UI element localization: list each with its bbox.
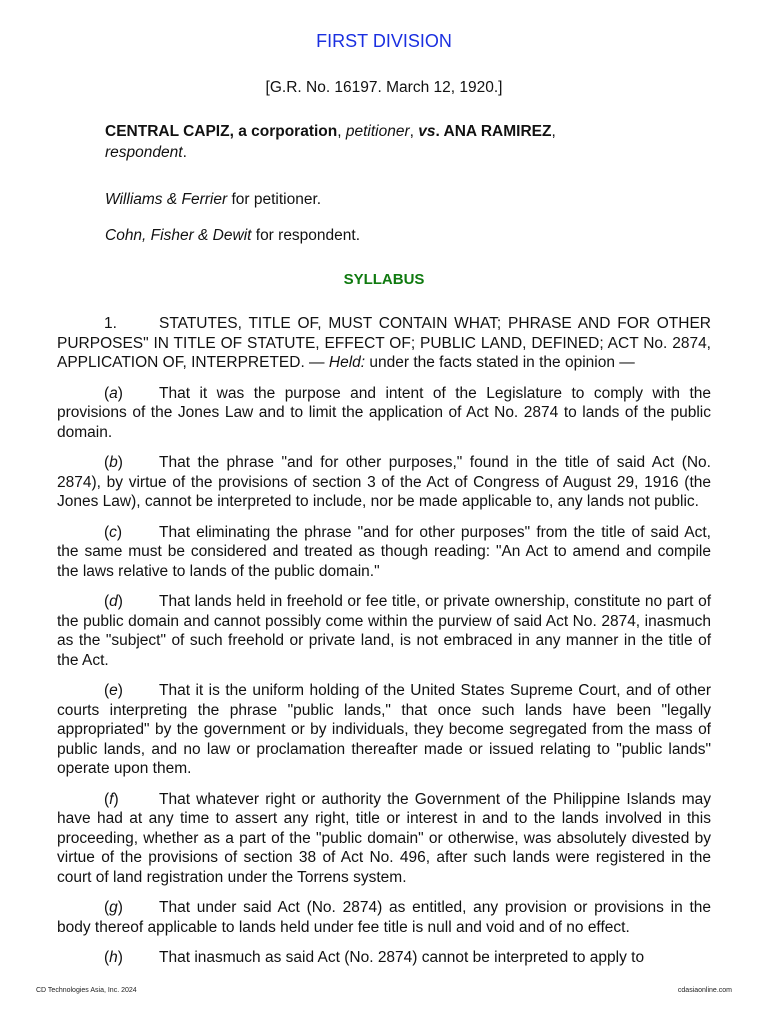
paragraph-label: c — [109, 523, 117, 541]
paragraph-text: That under said Act (No. 2874) as entitled, any provision or provisions in the body thereof applicable to lands held under fee title is null and void and of no effect. — [57, 899, 711, 936]
paragraph-text: That whatever right or authority the Government of the Philippine Islands may have had at any time to assert any right, title or interest in and to the lands involved in this proceeding, whether as a part of the "public domain" or otherwise, was absolutely divested by virtue of the provisions of section 38 of Act No. 496, after such lands were registered in the court of land registration under the Torrens system. — [57, 790, 711, 886]
paragraph-label: a — [109, 384, 118, 402]
petitioner-name: CENTRAL CAPIZ, a corporation — [105, 123, 338, 140]
versus-label: vs — [418, 123, 436, 140]
period: . — [182, 144, 187, 161]
footer-website: cdasiaonline.com — [677, 987, 732, 994]
petitioner-counsel — [105, 191, 321, 209]
counsel-firm: Cohn, Fisher & Dewit — [105, 227, 252, 244]
intro-text: STATUTES, TITLE OF, MUST CONTAIN WHAT; PHRASE AND FOR OTHER PURPOSES" IN TITLE OF STATUTE, EFFECT OF; PUBLIC LAND, DEFINED; ACT No. 2874, APPLICATION OF, INTERPRETED. — — [57, 315, 711, 371]
syllabus-heading: SYLLABUS — [343, 271, 425, 288]
syllabus-paragraph: (a) That it was the purpose and intent of the Legislature to comply with the provisions of the Jones Law and to limit the application of Act No. 2874 to lands of the public domain. — [57, 384, 711, 441]
paragraph-text: That inasmuch as said Act (No. 2874) cannot be interpreted to apply to — [159, 949, 645, 966]
syllabus-paragraph: (g) That under said Act (No. 2874) as entitled, any provision or provisions in the body thereof applicable to lands held under fee title is null and void and of no effect. — [57, 899, 711, 936]
case-parties — [105, 121, 665, 163]
counsel-role: for respondent. — [251, 227, 361, 244]
paragraph-label: g — [109, 899, 118, 916]
paragraph-label: e — [109, 682, 118, 699]
syllabus-paragraph: (d) That lands held in freehold or fee title, or private ownership, constitute no part of the public domain and cannot possibly come within the purview of said Act No. 2874, inasmuch as the "subject" of such freehold or private land, is not embraced in any manner in the title of the Act. — [57, 593, 711, 669]
syllabus-paragraph: (c) That eliminating the phrase "and for other purposes" from the title of said Act, the same must be considered and treated as though reading: "An Act to amend and compile the laws relative to lands of the public domain." — [57, 523, 711, 580]
counsel-firm: Williams & Ferrier — [105, 191, 228, 208]
paragraph-label: b — [109, 454, 118, 471]
paragraph-text: That the phrase "and for other purposes," found in the title of said Act (No. 2874), by virtue of the provisions of section 3 of the Act of Congress of August 29, 1916 (the Jones Law), cannot be interpreted to include, nor be made applicable to, any lands not public. — [57, 454, 711, 510]
case-number: [G.R. No. 16197. March 12, 1920.] — [265, 79, 503, 96]
syllabus-paragraph: (h) That inasmuch as said Act (No. 2874) cannot be interpreted to apply to — [104, 949, 645, 966]
syllabus-body — [57, 314, 711, 979]
paragraph-text: That eliminating the phrase "and for other purposes" from the title of said Act, the same must be considered and treated as though reading: "An Act to amend and compile the laws relative to lands of the public domain." — [57, 523, 711, 580]
held-label: Held: — [328, 354, 366, 371]
separator: , — [409, 123, 419, 140]
paragraph-text: That lands held in freehold or fee title, or private ownership, constitute no part of the public domain and cannot possibly come within the purview of said Act No. 2874, inasmuch as the "subject" of such freehold or private land, is not embraced in any manner in the title of the Act. — [57, 593, 711, 669]
versus-dot: . — [435, 123, 444, 140]
paragraph-text: That it was the purpose and intent of the Legislature to comply with the provisions of the Jones Law and to limit the application of Act No. 2874 to lands of the public domain. — [57, 384, 711, 441]
respondent-role: respondent — [105, 144, 183, 161]
item-number: 1. — [104, 315, 117, 332]
syllabus-paragraph: (b) That the phrase "and for other purposes," found in the title of said Act (No. 2874), by virtue of the provisions of section 3 of the Act of Congress of August 29, 1916 (the Jones Law), cannot be interpreted to include, nor be made applicable to, any lands not public. — [57, 454, 711, 510]
footer-publisher: CD Technologies Asia, Inc. 2024 — [36, 987, 137, 994]
counsel-role: for petitioner. — [227, 191, 322, 208]
syllabus-paragraph: (f) That whatever right or authority the Government of the Philippine Islands may have had at any time to assert any right, title or interest in and to the lands involved in this proceeding, whether as a part of the "public domain" or otherwise, was absolutely divested by virtue of the provisions of section 38 of Act No. 496, after such lands were registered in the court of land registration under the Torrens system. — [57, 790, 711, 886]
division-heading: FIRST DIVISION — [316, 31, 452, 51]
intro-tail: under the facts stated in the opinion — — [365, 354, 635, 371]
paragraph-label: f — [109, 790, 114, 808]
paragraph-label: d — [109, 593, 118, 610]
paragraph-label: h — [109, 949, 118, 966]
separator: , — [337, 123, 346, 140]
respondent-counsel — [105, 227, 360, 245]
separator: , — [551, 123, 556, 140]
respondent-name: ANA RAMIREZ — [443, 123, 552, 140]
paragraph-text: That it is the uniform holding of the United States Supreme Court, and of other courts interpreting the phrase "public lands," that once such lands have been "legally appropriated" by the government or by individuals, they become segregated from the mass of public lands, and no law or proclamation thereafter made or issued relating to "public lands" operate upon them. — [57, 682, 711, 777]
syllabus-paragraph: (e) That it is the uniform holding of the United States Supreme Court, and of other courts interpreting the phrase "public lands," that once such lands have been "legally appropriated" by the government or by individuals, they become segregated from the mass of public lands, and no law or proclamation thereafter made or issued relating to "public lands" operate upon them. — [57, 682, 711, 777]
petitioner-role: petitioner — [345, 123, 410, 140]
syllabus-intro — [57, 314, 711, 373]
